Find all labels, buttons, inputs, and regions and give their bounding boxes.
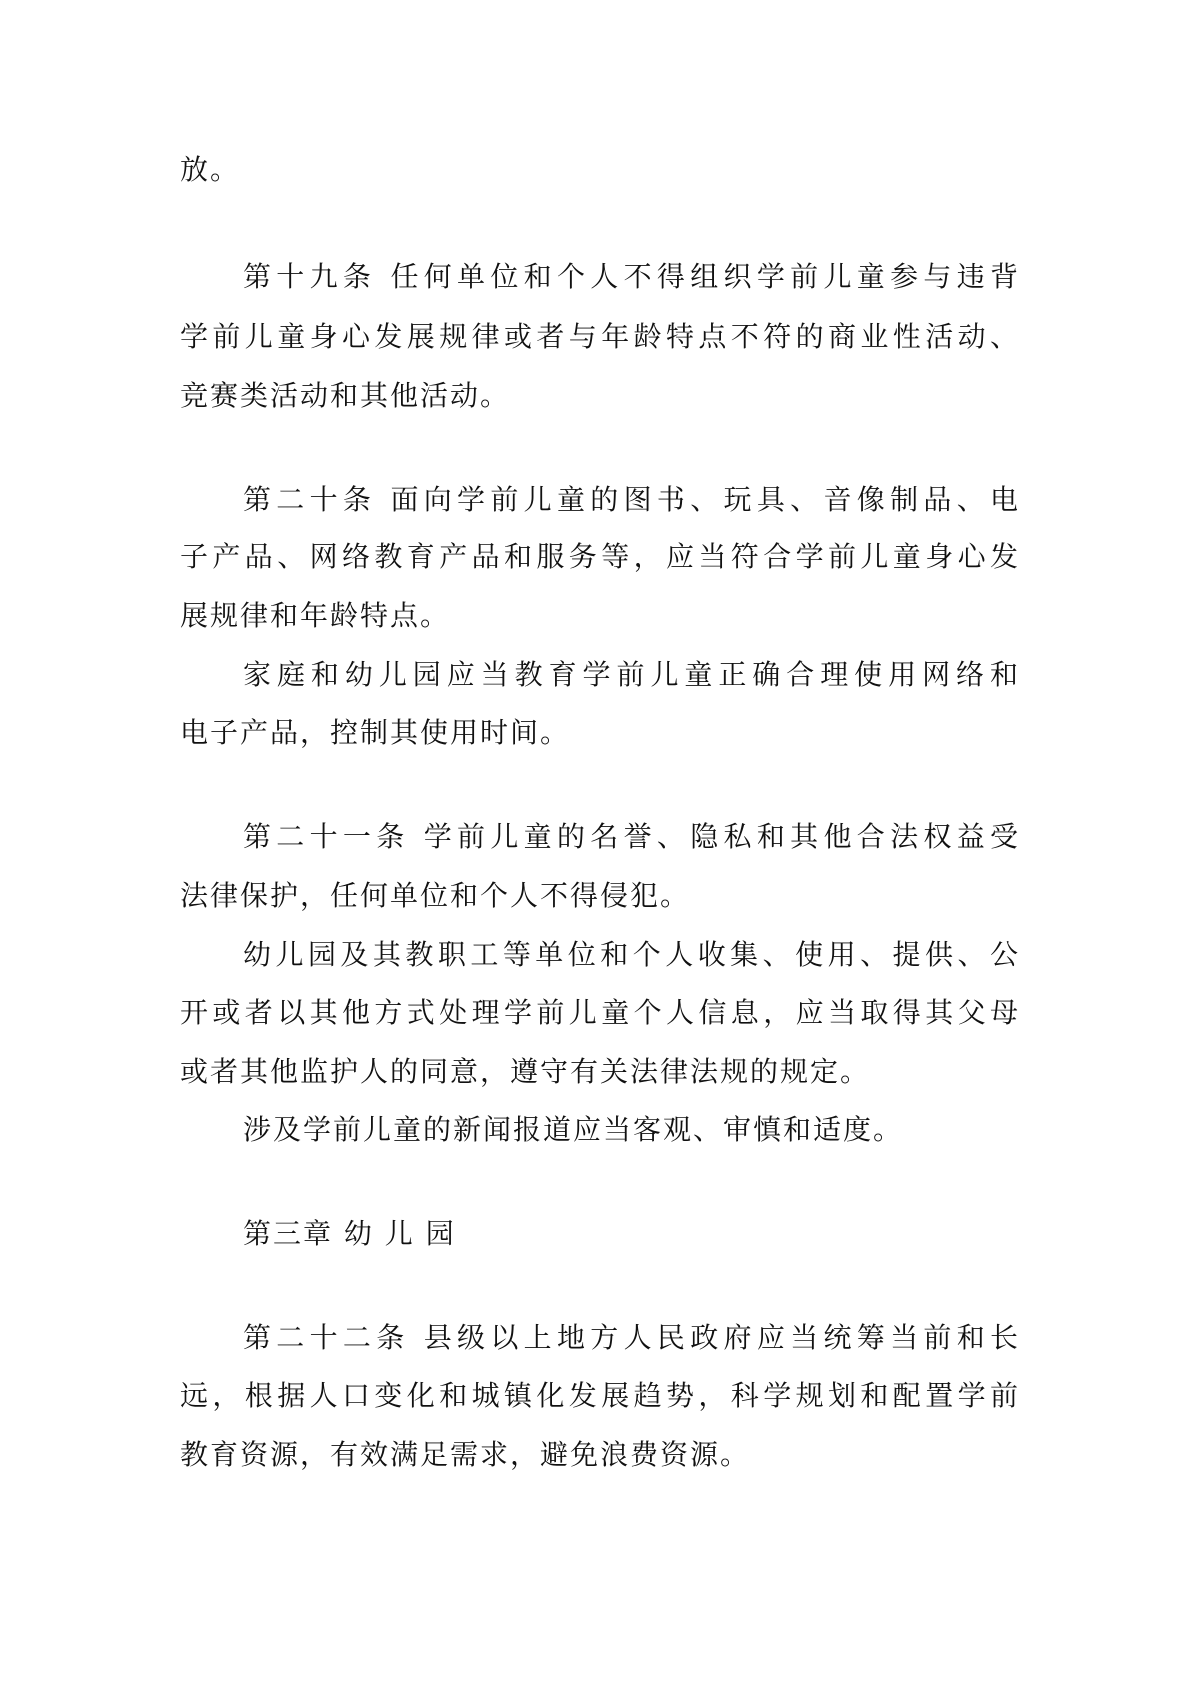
article-19-line-1: 第十九条 任何单位和个人不得组织学前儿童参与违背 xyxy=(243,260,1020,293)
article-21-line-2: 法律保护，任何单位和个人不得侵犯。 xyxy=(180,879,691,912)
article-19-line-3: 竞赛类活动和其他活动。 xyxy=(180,379,511,412)
article-19-line-2: 学前儿童身心发展规律或者与年龄特点不符的商业性活动、 xyxy=(180,320,1020,353)
article-21-para2-line-1: 幼儿园及其教职工等单位和个人收集、使用、提供、公 xyxy=(243,938,1020,971)
article-21-line-1: 第二十一条 学前儿童的名誉、隐私和其他合法权益受 xyxy=(243,820,1020,853)
article-21-para3-line-1: 涉及学前儿童的新闻报道应当客观、审慎和适度。 xyxy=(243,1113,904,1146)
article-21-para2-line-2: 开或者以其他方式处理学前儿童个人信息，应当取得其父母 xyxy=(180,996,1020,1029)
article-20-para2-line-2: 电子产品，控制其使用时间。 xyxy=(180,716,571,749)
article-20-line-1: 第二十条 面向学前儿童的图书、玩具、音像制品、电 xyxy=(243,483,1020,516)
text-line: 放。 xyxy=(180,153,241,186)
article-22-line-1: 第二十二条 县级以上地方人民政府应当统筹当前和长 xyxy=(243,1321,1020,1354)
chapter-3-heading: 第三章 幼 儿 园 xyxy=(243,1217,456,1250)
article-20-line-3: 展规律和年龄特点。 xyxy=(180,599,451,632)
article-20-para2-line-1: 家庭和幼儿园应当教育学前儿童正确合理使用网络和 xyxy=(243,658,1020,691)
article-22-line-3: 教育资源，有效满足需求，避免浪费资源。 xyxy=(180,1438,751,1471)
article-20-line-2: 子产品、网络教育产品和服务等，应当符合学前儿童身心发 xyxy=(180,540,1020,573)
article-21-para2-line-3: 或者其他监护人的同意，遵守有关法律法规的规定。 xyxy=(180,1055,871,1088)
article-22-line-2: 远，根据人口变化和城镇化发展趋势，科学规划和配置学前 xyxy=(180,1379,1020,1412)
